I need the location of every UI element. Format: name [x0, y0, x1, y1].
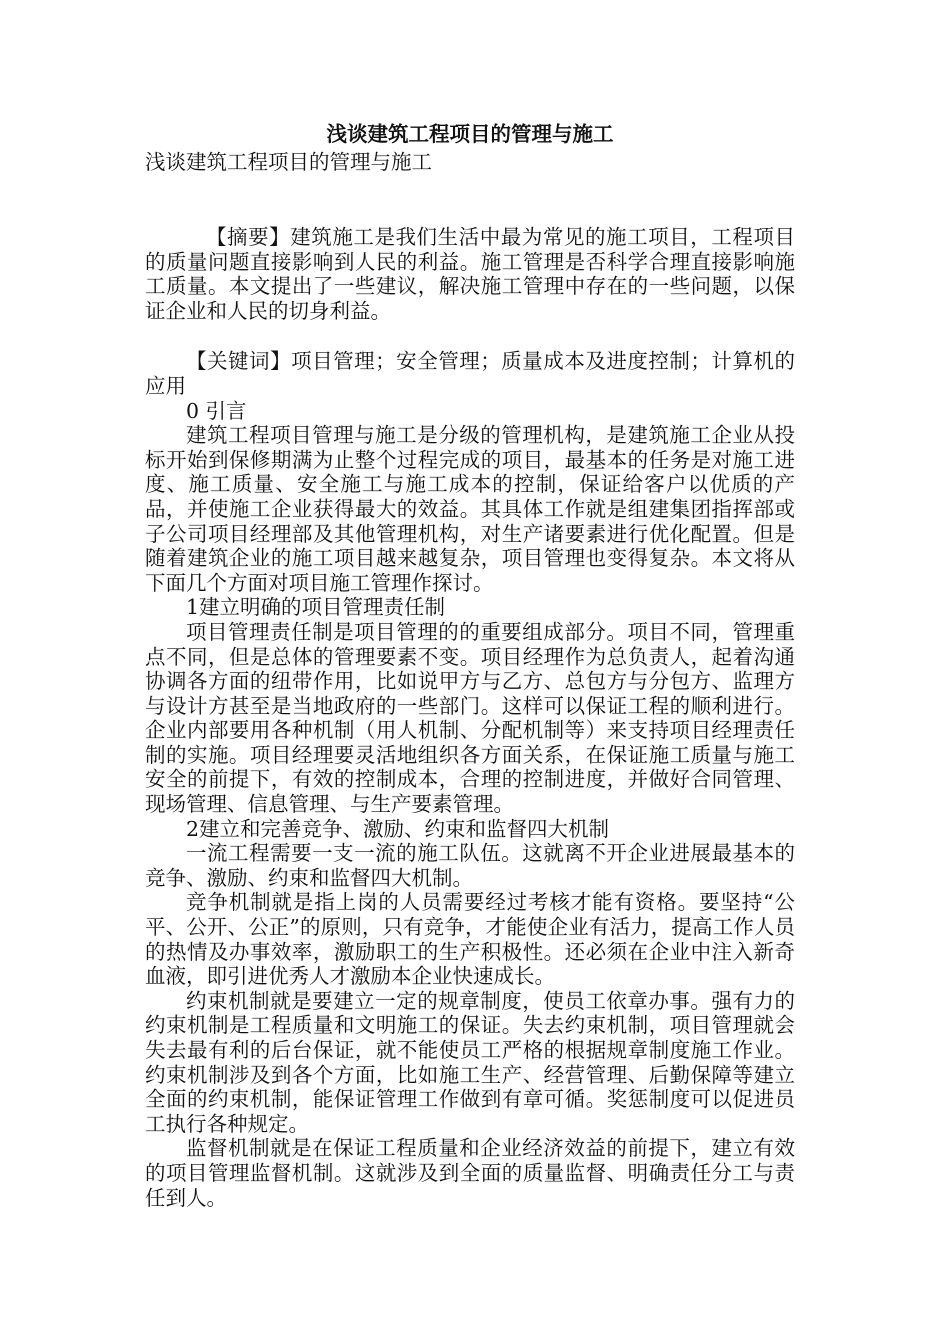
body-paragraph: 监督机制就是在保证工程质量和企业经济效益的前提下，建立有效的项目管理监督机制。这就涉及到全面的质量监督、明确责任分工与责任到人。 [145, 1136, 795, 1210]
document-title: 浅谈建筑工程项目的管理与施工 [326, 122, 614, 146]
body-paragraph: 项目管理责任制是项目管理的的重要组成部分。项目不同，管理重点不同，但是总体的管理要素不变。项目经理作为总负责人，起着沟通协调各方面的纽带作用，比如说甲方与乙方、总包方与分包方、监理方与设计方甚至是当地政府的一些部门。这样可以保证工程的顺利进行。企业内部要用各种机制（用人机制、分配机制等）来支持项目经理责任制的实施。项目经理要灵活地组织各方面关系，在保证施工质量与施工安全的前提下，有效的控制成本，合理的控制进度，并做好合同管理、现场管理、信息管理、与生产要素管理。 [145, 619, 795, 817]
body-paragraph: 一流工程需要一支一流的施工队伍。这就离不开企业进展最基本的竞争、激励、约束和监督四大机制。 [145, 841, 795, 890]
section-heading-1: 1建立明确的项目管理责任制 [186, 595, 446, 620]
section-heading-intro: 0 引言 [186, 398, 247, 423]
abstract-paragraph: 【摘要】建筑施工是我们生活中最为常见的施工项目，工程项目的质量问题直接影响到人民的利益。施工管理是否科学合理直接影响施工质量。本文提出了一些建议，解决施工管理中存在的一些问题，以保证企业和人民的切身利益。 [145, 225, 795, 323]
body-paragraph: 竞争机制就是指上岗的人员需要经过考核才能有资格。要坚持“公平、公开、公正”的原则，只有竞争，才能使企业有活力，提高工作人员的热情及办事效率，激励职工的生产积极性。还必须在企业中注入新奇血液，即引进优秀人才激励本企业快速成长。 [145, 890, 795, 989]
section-heading-2: 2建立和完善竞争、激励、约束和监督四大机制 [186, 816, 610, 841]
body-paragraph: 建筑工程项目管理与施工是分级的管理机构，是建筑施工企业从投标开始到保修期满为止整个过程完成的项目，最基本的任务是对施工进度、施工质量、安全施工与施工成本的控制，保证给客户以优质的产品，并使施工企业获得最大的效益。其具体工作就是组建集团指挥部或子公司项目经理部及其他管理机构，对生产诸要素进行优化配置。但是随着建筑企业的施工项目越来越复杂，项目管理也变得复杂。本文将从下面几个方面对项目施工管理作探讨。 [145, 423, 795, 595]
document-subtitle: 浅谈建筑工程项目的管理与施工 [145, 150, 432, 174]
body-paragraph: 约束机制就是要建立一定的规章制度，使员工依章办事。强有力的约束机制是工程质量和文明施工的保证。失去约束机制，项目管理就会失去最有利的后台保证，就不能使员工严格的根据规章制度施工作业。约束机制涉及到各个方面，比如施工生产、经营管理、后勤保障等建立全面的约束机制，能保证管理工作做到有章可循。奖惩制度可以促进员工执行各种规定。 [145, 988, 795, 1136]
keywords-paragraph: 【关键词】项目管理；安全管理；质量成本及进度控制；计算机的应用 [145, 349, 795, 398]
document-page [145, 120, 795, 1210]
